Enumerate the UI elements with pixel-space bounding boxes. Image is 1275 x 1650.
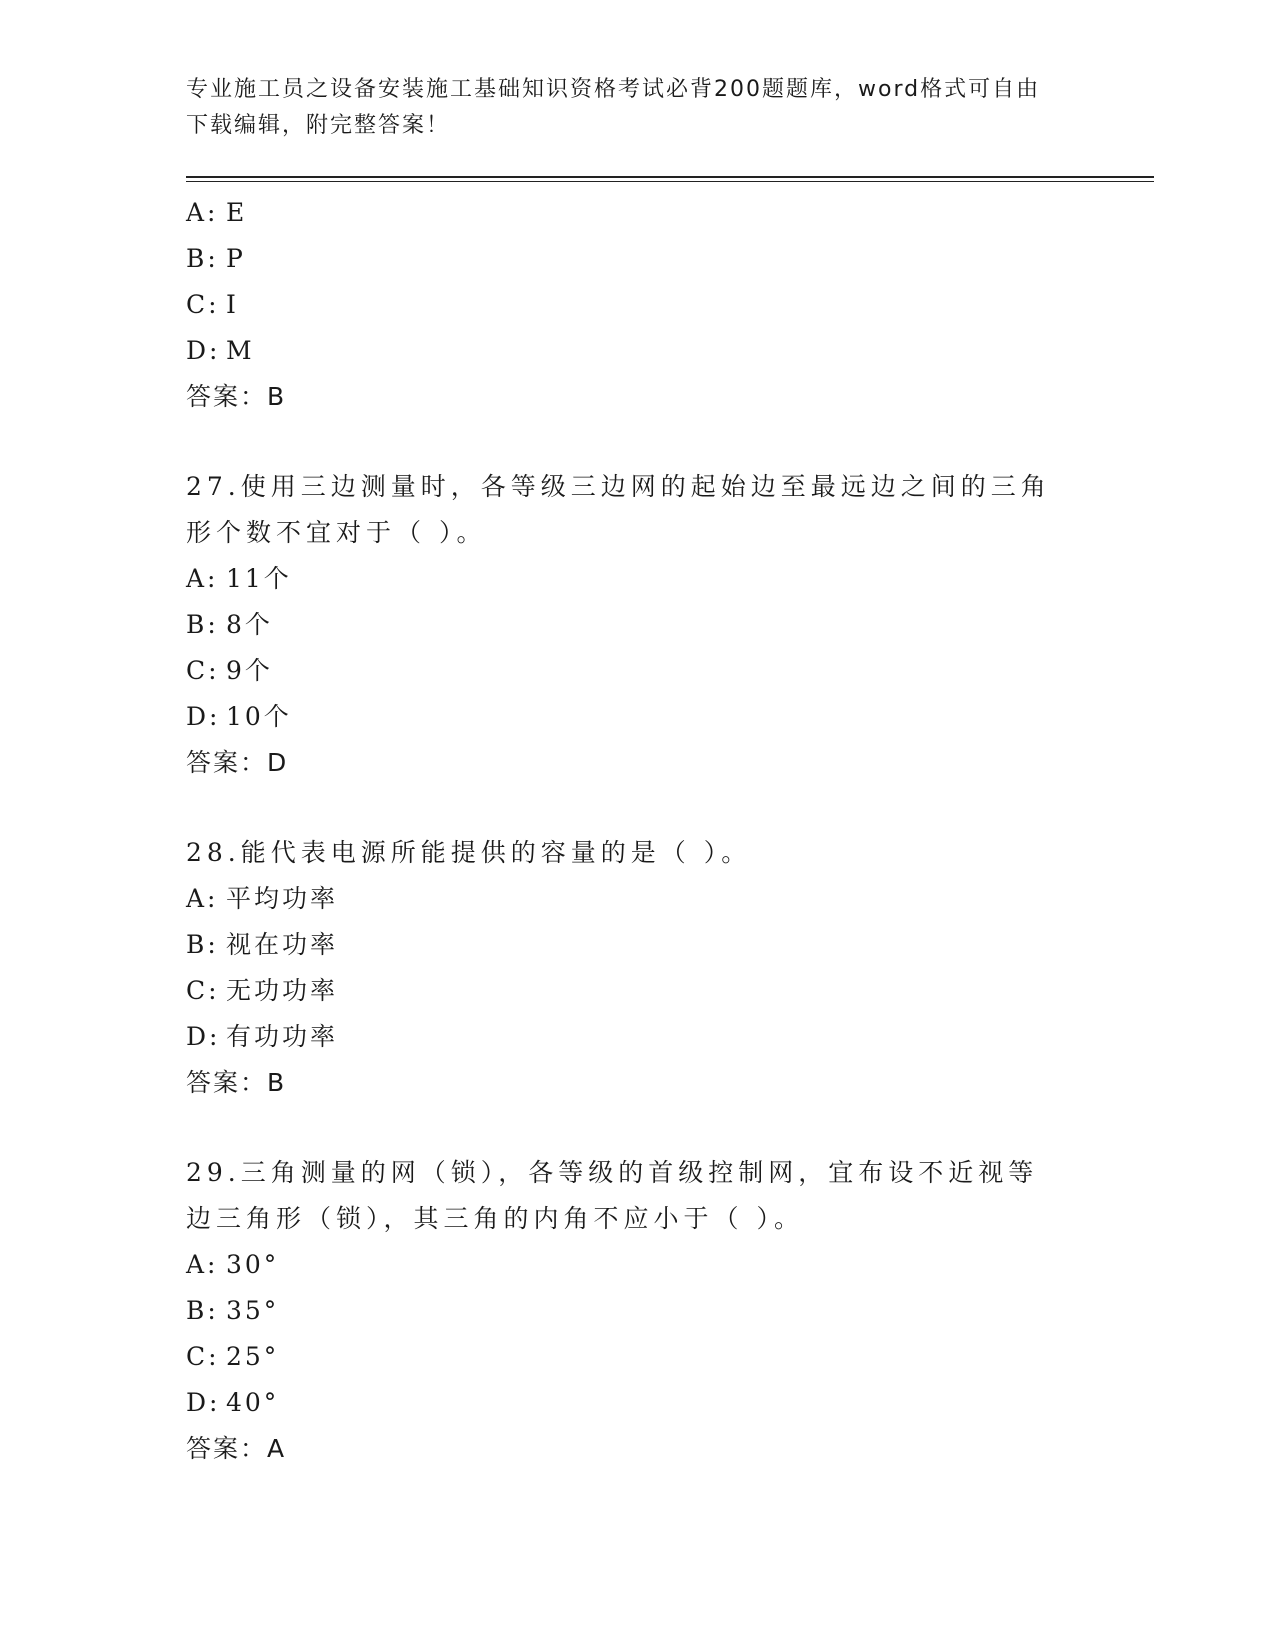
question-stem: 29.三角测量的网（锁），各等级的首级控制网，宜布设不近视等边三角形（锁），其三角的内角不应小于（ ）。	[186, 1158, 1039, 1233]
question-26	[186, 190, 1106, 420]
option-b: B: P	[186, 244, 246, 273]
question-stem: 27.使用三边测量时，各等级三边网的起始边至最远边之间的三角形个数不宜对于（ ）。	[186, 472, 1051, 547]
answer: 答案：D	[186, 748, 289, 777]
option-d: D: 40°	[186, 1388, 280, 1417]
header-line-2: 下载编辑，附完整答案！	[186, 113, 451, 138]
question-28	[186, 830, 1106, 1106]
question-27	[186, 464, 1106, 786]
answer: 答案：A	[186, 1434, 287, 1463]
option-d: D: 10个	[186, 702, 292, 731]
header-line-1: 专业施工员之设备安装施工基础知识资格考试必背200题题库，word格式可自由	[186, 77, 1041, 102]
option-d: D: M	[186, 336, 255, 365]
option-d: D: 有功功率	[186, 1022, 339, 1051]
option-a: A: 11个	[186, 564, 292, 593]
document-header	[186, 72, 1086, 144]
option-c: C: 无功功率	[186, 976, 339, 1005]
header-rule-thin	[186, 181, 1154, 182]
question-list	[186, 190, 1106, 1472]
question-29	[186, 1150, 1106, 1472]
option-c: C: I	[186, 290, 239, 319]
answer: 答案：B	[186, 1068, 287, 1097]
question-stem: 28.能代表电源所能提供的容量的是（ ）。	[186, 838, 752, 867]
header-rule-thick	[186, 176, 1154, 178]
option-c: C: 9个	[186, 656, 273, 685]
option-a: A: 30°	[186, 1250, 280, 1279]
option-b: B: 8个	[186, 610, 273, 639]
option-c: C: 25°	[186, 1342, 280, 1371]
option-b: B: 视在功率	[186, 930, 339, 959]
option-b: B: 35°	[186, 1296, 280, 1325]
answer: 答案：B	[186, 382, 287, 411]
option-a: A: E	[186, 198, 248, 227]
option-a: A: 平均功率	[186, 884, 339, 913]
